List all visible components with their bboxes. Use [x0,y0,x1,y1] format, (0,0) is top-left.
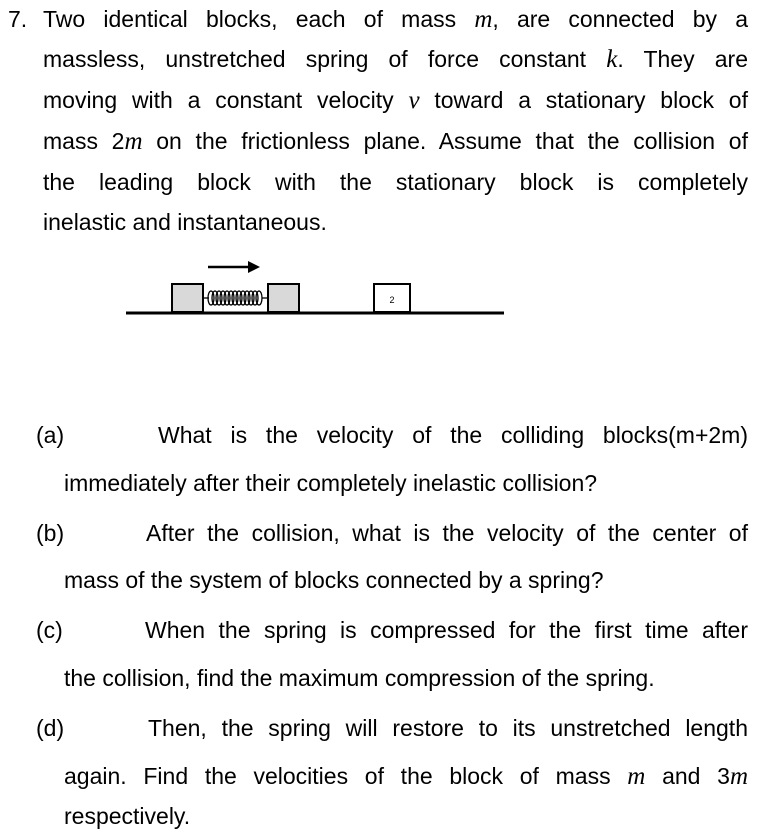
middle-block [268,284,299,312]
problem-number: 7. [8,6,28,32]
part-b-line-1: After the collision, what is the velocity of the center of [146,520,748,546]
part-d-line-3: respectively. [64,803,191,829]
intro-line-3: moving with a constant velocity v toward a stationary block of [43,87,748,114]
spring-icon [203,291,268,305]
part-a-line-1: What is the velocity of the colliding blocks(m+2m) [158,422,748,448]
part-d-label: (d) [36,715,65,741]
intro-line-4: mass 2m on the frictionless plane. Assume that the collision of [43,128,748,155]
part-c-line-2: the collision, find the maximum compression of the spring. [64,665,655,691]
left-block [172,284,203,312]
math-m: m [729,763,748,790]
intro-line-2: massless, unstretched spring of force constant k. They are [43,46,748,73]
part-b-label: (b) [36,520,65,546]
math-m: m [124,128,143,155]
part-a-line-2: immediately after their completely inelastic collision? [64,470,598,496]
math-k: k [606,46,618,73]
intro-line-5: the leading block with the stationary block is completely [43,169,748,195]
stationary-block-label: 2 [389,295,395,305]
part-c-label: (c) [36,617,63,643]
intro-line-6: inelastic and instantaneous. [43,209,327,235]
part-a-label: (a) [36,422,65,448]
math-m: m [474,6,493,33]
part-d-line-2: again. Find the velocities of the block of mass m and 3m [64,763,748,790]
intro-line-1: Two identical blocks, each of mass m, are connected by a [43,6,748,33]
arrow-right-icon [208,261,260,273]
math-v: v [408,87,420,114]
part-b-line-2: mass of the system of blocks connected by a spring? [64,567,604,593]
part-c-line-1: When the spring is compressed for the first time after [145,617,748,643]
math-m: m [627,763,646,790]
blocks-spring-figure [120,252,510,324]
part-d-line-1: Then, the spring will restore to its unstretched length [148,715,748,741]
